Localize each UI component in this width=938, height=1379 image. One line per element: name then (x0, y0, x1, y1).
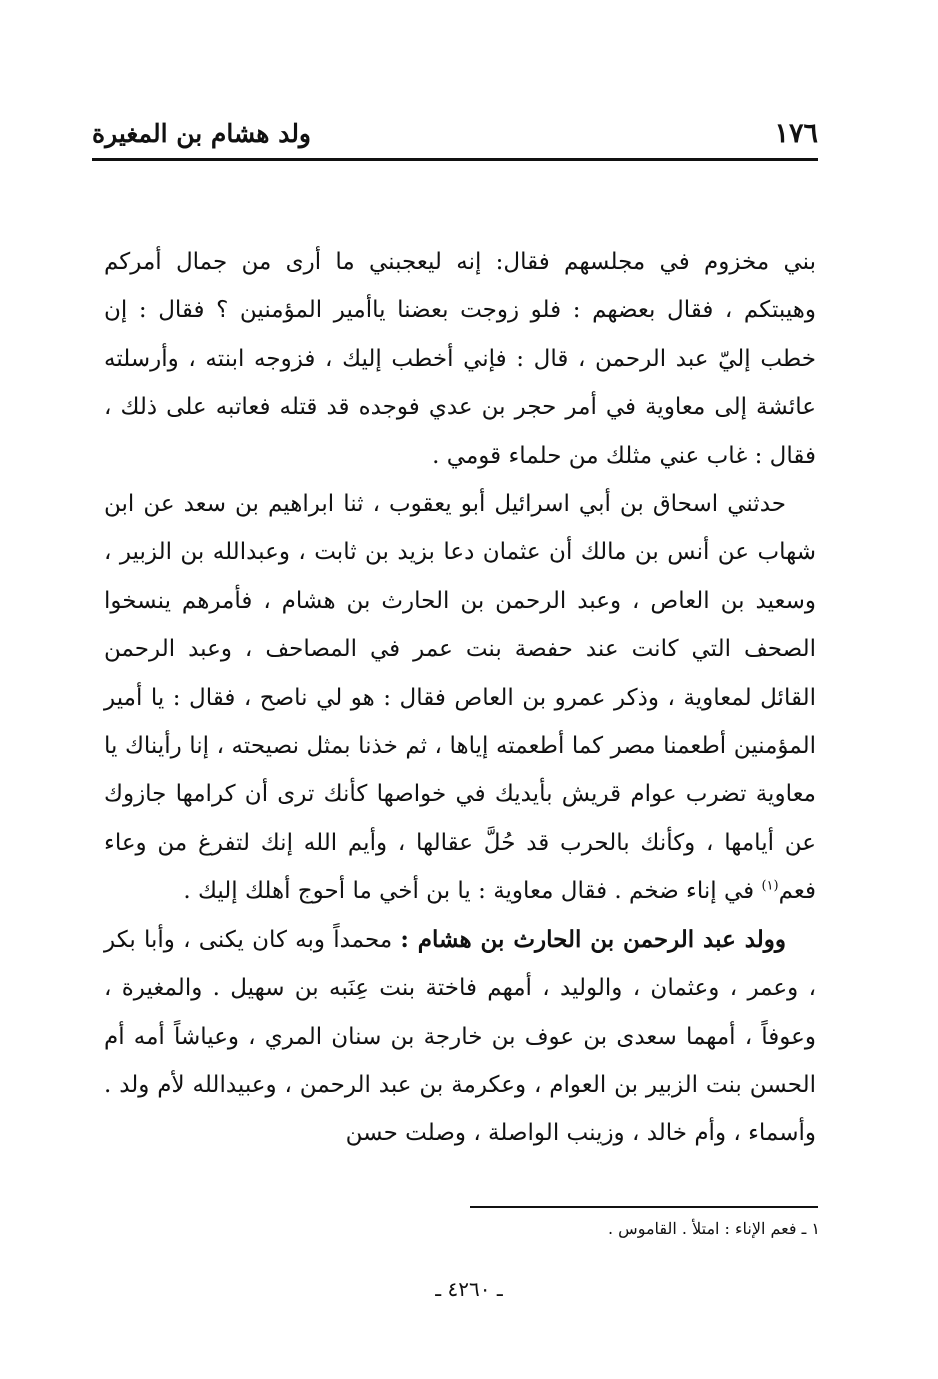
paragraph-3-text: محمداً وبه كان يكنى ، وأبا بكر ، وعمر ، وعثمان ، والوليد ، أمهم فاختة بنت عِنَبه بن سهيل . والمغيرة ، وعوفاً ، أمهما سعدى بن عوف بن خارجة بن سنان المري ، وعياشاً أمه أم الحسن بنت الزبير بن العوام ، وعكرمة بن عبد الرحمن ، وعبيدالله لأم ولد . وأسماء ، وأم خالد ، وزينب الواصلة ، وصلت حسن (104, 926, 816, 1147)
header-rule (92, 158, 818, 161)
paragraph-1: بني مخزوم في مجلسهم فقال: إنه ليعجبني ما أرى من جمال أمركم وهيبتكم ، فقال بعضهم : فلو زوجت بعضنا ياأمير المؤمنين ؟ فقال : إن خطب إليّ عبد الرحمن ، قال : فإني أخطب إليك ، فزوجه ابنته ، وأرسلته عائشة إلى معاوية في أمر حجر بن عدي فوجده قد قتله فعاتبه على ذلك ، فقال : غاب عني مثلك من حلماء قومي . (104, 249, 816, 469)
paragraph-2-text-before-note: حدثني اسحاق بن أبي اسرائيل أبو يعقوب ، ثنا ابراهيم بن سعد عن ابن شهاب عن أنس بن مالك أن عثمان دعا بزيد بن ثابت ، وعبدالله بن الزبير ، وسعيد بن العاص ، وعبد الرحمن بن الحارث بن هشام ، فأمرهم ينسخوا الصحف التي كانت عند حفصة بنت عمر في المصاحف ، وعبد الرحمن القائل لمعاوية ، وذكر عمرو بن العاص فقال : هو لي ناصح ، فقال : يا أمير المؤمنين أطعمنا مصر كما أطعمته إياها ، ثم خذنا بمثل نصيحته ، إنا رأيناك يا معاوية تضرب عوام قريش بأيديك في خواصها كأنك ترى أن كرامها جازوك عن أيامها ، وكأنك بالحرب قد حُلَّ عقالها ، وأيم الله إنك لتفرغ من وعاء فعم (104, 491, 816, 905)
running-title: ولد هشام بن المغيرة (92, 119, 312, 148)
footnote: ١ ـ فعم الإناء : امتلأ . القاموس . (607, 1219, 820, 1238)
page-number: ١٧٦ (774, 118, 818, 149)
page-header (92, 112, 818, 156)
paragraph-2-text-after-note: في إناء ضخم . فقال معاوية : يا بن أخي ما أحوج أهلك إليك . (183, 878, 762, 905)
main-text (104, 238, 816, 1158)
paragraph-3 (104, 916, 816, 1158)
folio-number: ـ ٤٢٦٠ ـ (435, 1277, 503, 1301)
paragraph-2 (104, 480, 816, 916)
footnote-marker: (١) (761, 878, 779, 894)
footnote-rule (470, 1206, 818, 1208)
paragraph-3-lead: وولد عبد الرحمن بن الحارث بن هشام : (400, 925, 786, 953)
